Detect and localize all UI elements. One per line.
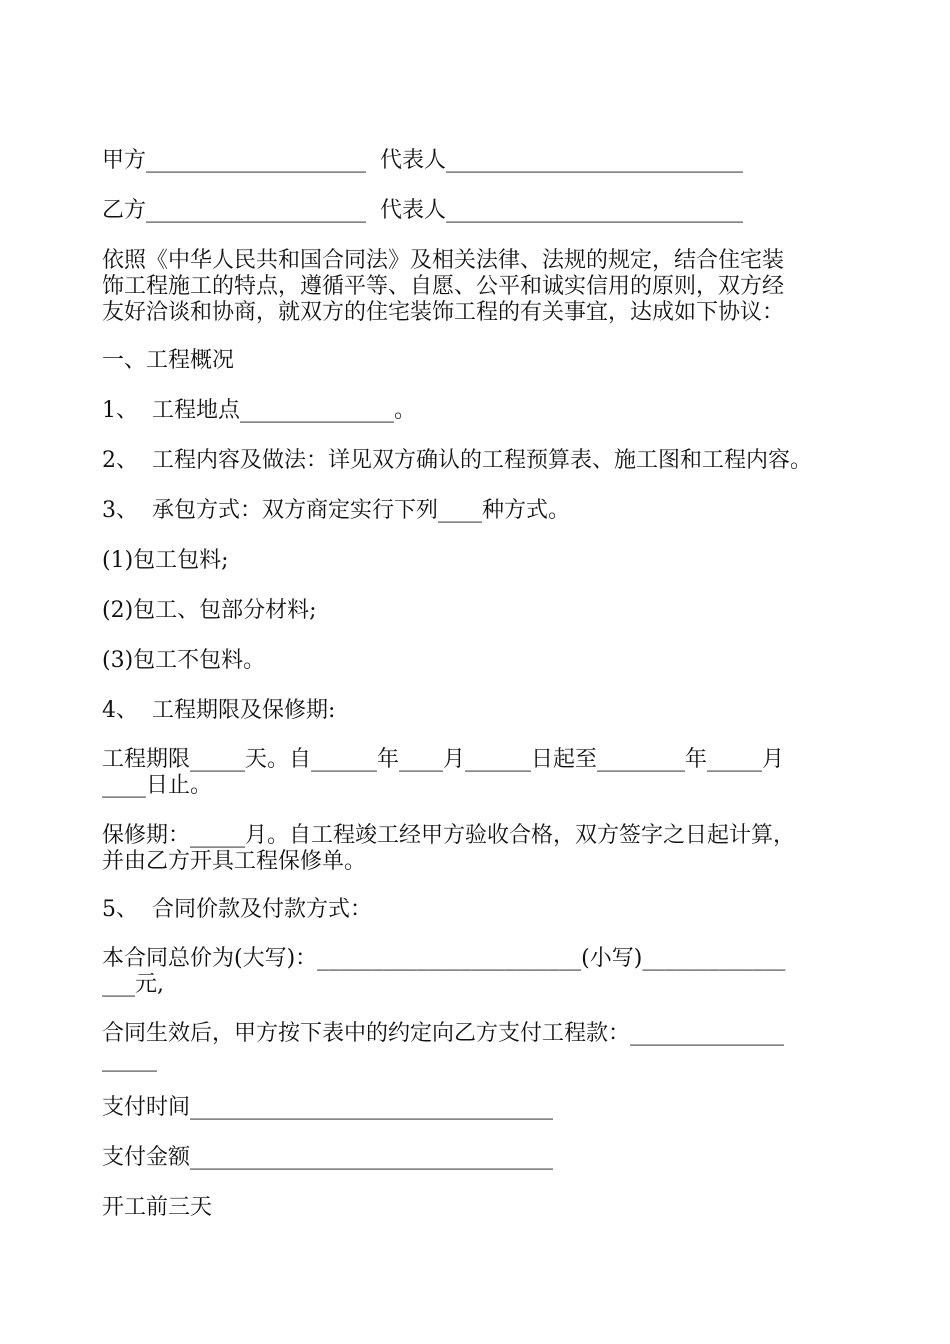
item-location: 1、 工程地点______________。 (102, 398, 416, 423)
party-b-line: 乙方____________________ 代表人___________________________ (102, 198, 743, 223)
pay-time-line: 支付时间_________________________________ (102, 1095, 554, 1120)
option-1: (1)包工包料; (102, 548, 229, 573)
warranty-line-1: 保修期：_____月。自工程竣工经甲方验收合格，双方签字之日起计算， (102, 823, 796, 848)
item-content: 2、 工程内容及做法：详见双方确认的工程预算表、施工图和工程内容。 (102, 448, 812, 473)
payment-line-1: 合同生效后，甲方按下表中的约定向乙方支付工程款：______________ (102, 1021, 785, 1046)
term-line-1: 工程期限_____天。自______年____月______日起至________年_____月 (102, 747, 785, 772)
warranty-line-2: 并由乙方开具工程保修单。 (102, 849, 367, 874)
payment-line-2: _____ (102, 1047, 157, 1072)
before-start-line: 开工前三天 (102, 1195, 213, 1220)
party-a-line: 甲方____________________ 代表人___________________________ (102, 148, 743, 173)
price-line-1: 本合同总价为(大写)：________________________(小写)_____________ (102, 946, 786, 971)
option-3: (3)包工不包料。 (102, 648, 266, 673)
intro-line-1: 依照《中华人民共和国合同法》及相关法律、法规的规定，结合住宅装 (102, 248, 785, 273)
price-line-2: ___元, (102, 972, 164, 997)
item-term: 4、 工程期限及保修期: (102, 698, 336, 723)
section-heading: 一、工程概况 (102, 348, 235, 373)
option-2: (2)包工、包部分材料; (102, 598, 317, 623)
intro-line-2: 饰工程施工的特点，遵循平等、自愿、公平和诚实信用的原则，双方经 (102, 274, 785, 299)
pay-amount-line: 支付金额_________________________________ (102, 1145, 554, 1170)
item-contract-mode: 3、 承包方式：双方商定实行下列____种方式。 (102, 498, 570, 523)
item-price: 5、 合同价款及付款方式： (102, 897, 372, 922)
term-line-2: ____日止。 (102, 773, 213, 798)
intro-line-3: 友好洽谈和协商，就双方的住宅装饰工程的有关事宜，达成如下协议： (102, 300, 785, 325)
